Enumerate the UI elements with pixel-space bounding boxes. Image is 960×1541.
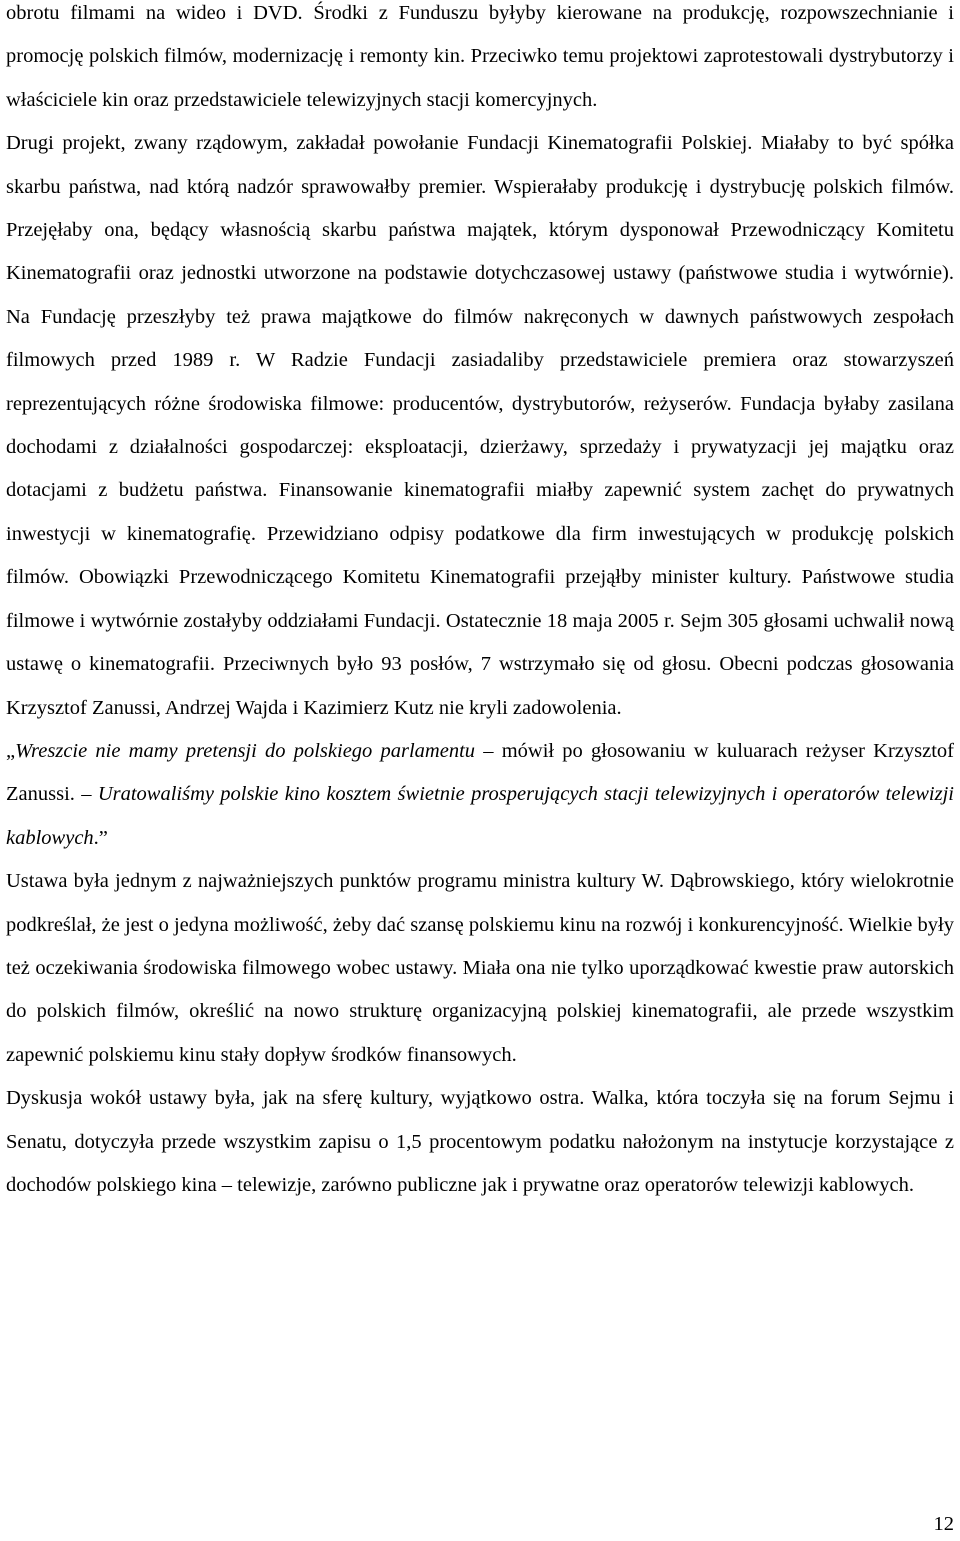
quote-open-mark: „ (6, 739, 16, 762)
quote-attribution: – mówił po głosowaniu w kuluarach reżyser Krzysztof Zanussi. – (6, 739, 955, 806)
quote-close-mark: .” (93, 826, 108, 849)
paragraph-drugi-projekt: Drugi projekt, zwany rządowym, zakładał powołanie Fundacji Kinematografii Polskiej. Miałaby to być spółka skarbu państwa, nad którą nadzór sprawowałby premier. Wspierałaby produkcję i dystrybucję polskich filmów. Przejęłaby ona, będący własnością skarbu państwa majątek, którym dysponował Przewodniczący Komitetu Kinematografii oraz jednostki utworzone na podstawie dotychczasowej ustawy (państwowe studia i wytwórnie). Na Fundację przeszłyby też prawa majątkowe do filmów nakręconych w dawnych państwowych zespołach filmowych przed 1989 r. W Radzie Fundacji zasiadaliby przedstawiciele premiera oraz stowarzyszeń reprezentujących różne środowiska filmowe: producentów, dystrybutorów, reżyserów. Fundacja byłaby zasilana dochodami z działalności gospodarczej: eksploatacji, dzierżawy, sprzedaży i prywatyzacji jej majątku oraz dotacjami z budżetu państwa. Finansowanie kinematografii miałby zapewnić system zachęt do prywatnych inwestycji w kinematografię. Przewidziano odpisy podatkowe dla firm inwestujących w produkcję polskich filmów. Obowiązki Przewodniczącego Komitetu Kinematografii przejąłby minister kultury. Państwowe studia filmowe i wytwórnie zostałyby oddziałami Fundacji. Ostatecznie 18 maja 2005 r. Sejm 305 głosami uchwalił nową ustawę o kinematografii. Przeciwnych było 93 posłów, 7 wstrzymało się od głosu. Obecni podczas głosowania Krzysztof Zanussi, Andrzej Wajda i Kazimierz Kutz nie kryli zadowolenia. (6, 132, 954, 719)
quote-italic-first: Wreszcie nie mamy pretensji do polskiego parlamentu (15, 739, 476, 762)
page-number: 12 (933, 1513, 954, 1535)
paragraph-ustawa-minister: Ustawa była jednym z najważniejszych punktów programu ministra kultury W. Dąbrowskiego, który wielokrotnie podkreślał, że jest o jedyna możliwość, żeby dać szansę polskiemu kinu na rozwój i konkurencyjność. Wielkie były też oczekiwania środowiska filmowego wobec ustawy. Miała ona nie tylko uporządkować kwestie praw autorskich do polskich filmów, określić na nowo strukturę organizacyjną polskiej kinematografii, ale przede wszystkim zapewnić polskiemu kinu stały dopływ środków finansowych. (6, 870, 954, 1066)
document-body (6, 0, 954, 1207)
paragraph-fundusz-projekt: obrotu filmami na wideo i DVD. Środki z Funduszu byłyby kierowane na produkcję, rozpowszechnianie i promocję polskich filmów, modernizację i remonty kin. Przeciwko temu projektowi zaprotestowali dystrybutorzy i właściciele kin oraz przedstawiciele telewizyjnych stacji komercyjnych. (6, 2, 954, 111)
quote-italic-second: Uratowaliśmy polskie kino kosztem świetnie prosperujących stacji telewizyjnych i operatorów telewizji kablowych (6, 783, 954, 849)
paragraph-dyskusja: Dyskusja wokół ustawy była, jak na sferę kultury, wyjątkowo ostra. Walka, która toczyła się na forum Sejmu i Senatu, dotyczyła przede wszystkim zapisu o 1,5 procentowym podatku nałożonym na instytucje korzystające z dochodów polskiego kina – telewizje, zarówno publiczne jak i prywatne oraz operatorów telewizji kablowych. (6, 1087, 954, 1196)
paragraph-zanussi-quote (6, 730, 954, 860)
